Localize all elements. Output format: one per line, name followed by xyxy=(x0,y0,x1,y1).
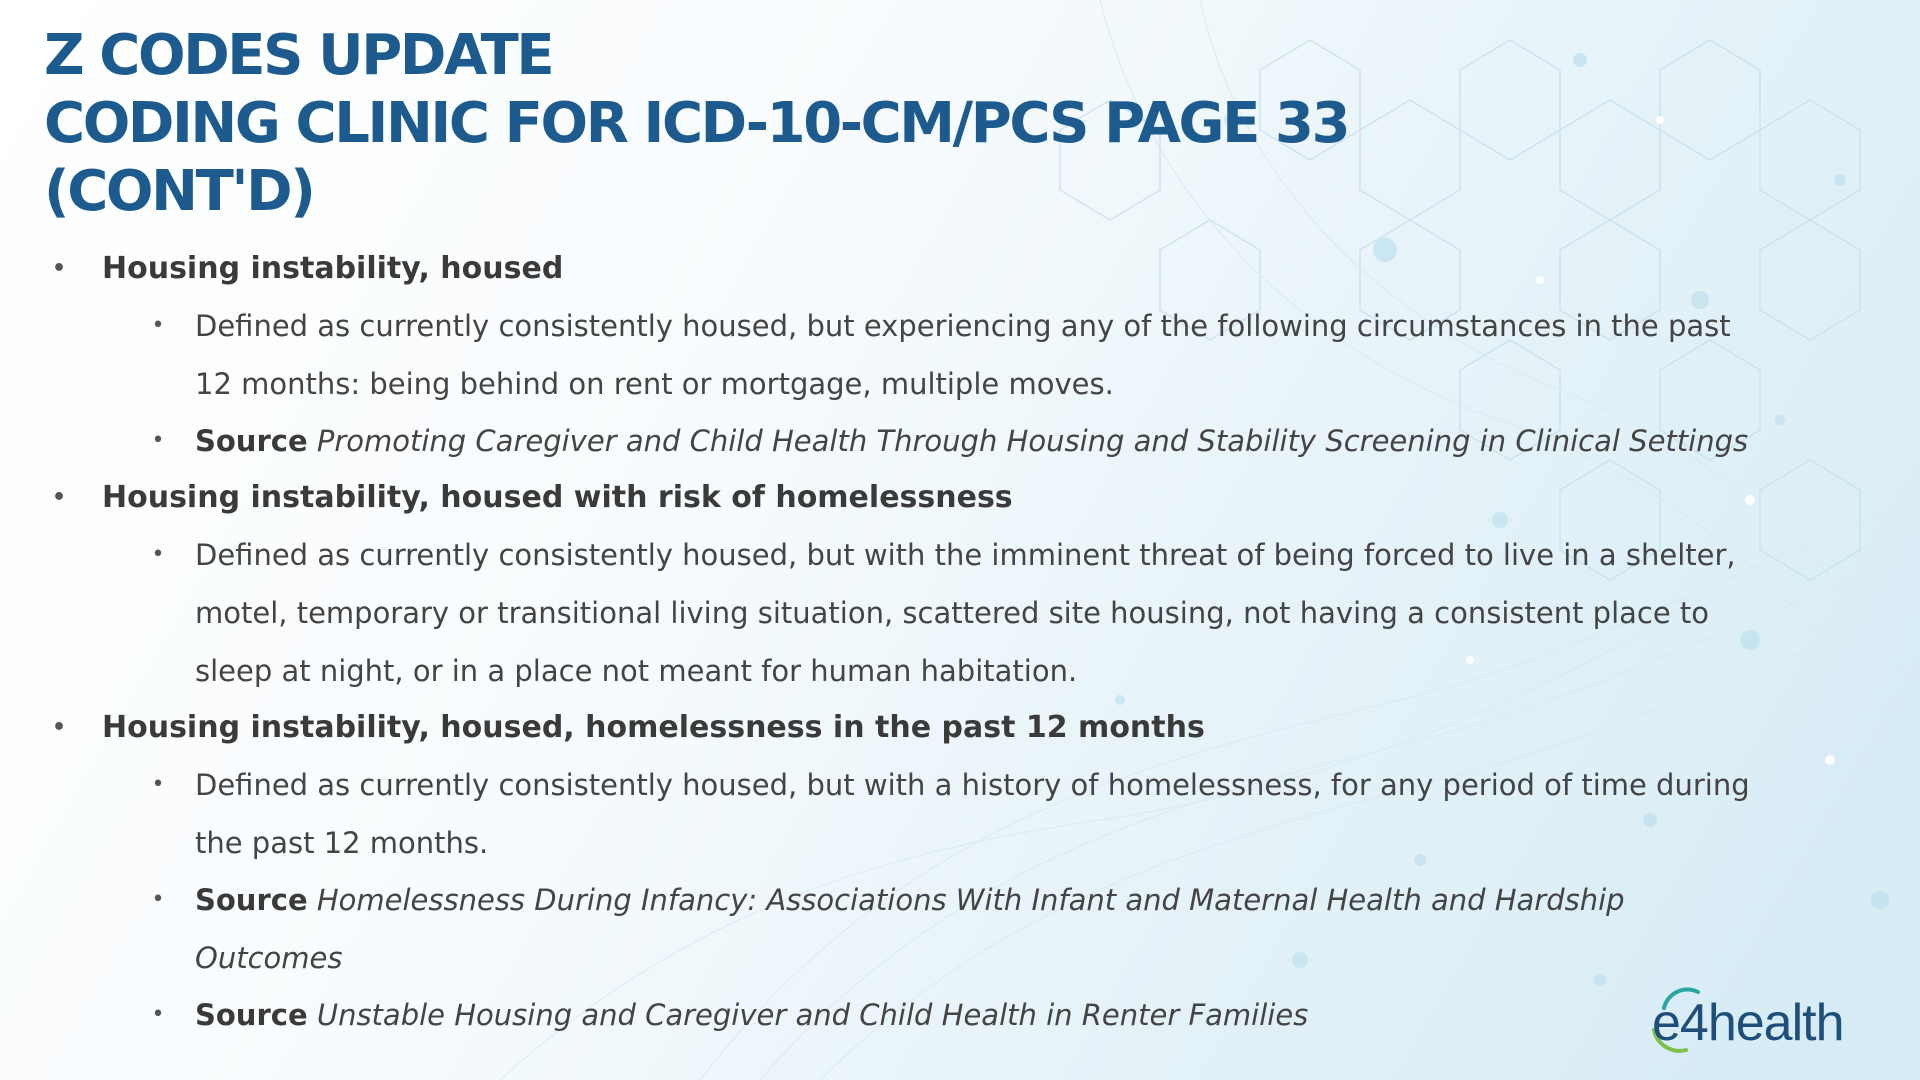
bullet-dot: • xyxy=(51,485,67,510)
logo-wordmark: e4health xyxy=(1652,994,1844,1052)
bullet-dot: • xyxy=(151,1002,165,1027)
definition-text: Defined as currently consistently housed, but with a history of homelessness, for any period of time during the past 12 months. xyxy=(195,768,1750,860)
definition-text: Defined as currently consistently housed, but with the imminent threat of being forced to live in a shelter, motel, temporary or transitional living situation, scattered site housing, not having a consistent place to sleep at night, or in a place not meant for human habitation. xyxy=(195,538,1736,688)
slide-title xyxy=(44,22,1744,226)
sub-bullet-definition xyxy=(0,526,1765,700)
bullet-heading xyxy=(0,469,1780,526)
sub-bullet-source xyxy=(0,871,1765,987)
sub-bullet-definition xyxy=(0,297,1765,413)
bullet-dot: • xyxy=(151,428,165,453)
bullet-dot: • xyxy=(151,772,165,797)
bullet-dot: • xyxy=(151,313,165,338)
bullet-dot: • xyxy=(151,887,165,912)
bullet-heading-text: Housing instability, housed, homelessness in the past 12 months xyxy=(102,710,1205,745)
bullet-dot: • xyxy=(151,542,165,567)
bullet-heading-text: Housing instability, housed with risk of homelessness xyxy=(102,480,1013,515)
slide-title-line-3: (CONT'D) xyxy=(44,159,314,224)
source-title: Unstable Housing and Caregiver and Child Health in Renter Families xyxy=(316,998,1309,1032)
slide-title-line-1: Z CODES UPDATE xyxy=(44,23,553,88)
bullet-heading xyxy=(0,699,1780,756)
bullet-heading-text: Housing instability, housed xyxy=(102,251,564,286)
source-label: Source xyxy=(195,883,308,917)
e4health-logo xyxy=(1646,978,1896,1058)
source-title: Promoting Caregiver and Child Health Through Housing and Stability Screening in Clinical Settings xyxy=(316,424,1749,458)
bullet-dot: • xyxy=(51,256,67,281)
slide-title-line-2: CODING CLINIC FOR ICD-10-CM/PCS PAGE 33 xyxy=(44,91,1349,156)
sub-bullet-definition xyxy=(0,756,1765,872)
bullet-list xyxy=(0,240,1780,1043)
bullet-dot: • xyxy=(51,715,67,740)
source-title: Homelessness During Infancy: Associations With Infant and Maternal Health and Hardship Outcomes xyxy=(195,883,1625,975)
sub-bullet-source xyxy=(0,986,1765,1044)
source-label: Source xyxy=(195,424,308,458)
definition-text: Defined as currently consistently housed, but experiencing any of the following circumstances in the past 12 months: being behind on rent or mortgage, multiple moves. xyxy=(195,309,1731,401)
source-label: Source xyxy=(195,998,308,1032)
sub-bullet-source xyxy=(0,412,1765,470)
bullet-heading xyxy=(0,240,1780,297)
